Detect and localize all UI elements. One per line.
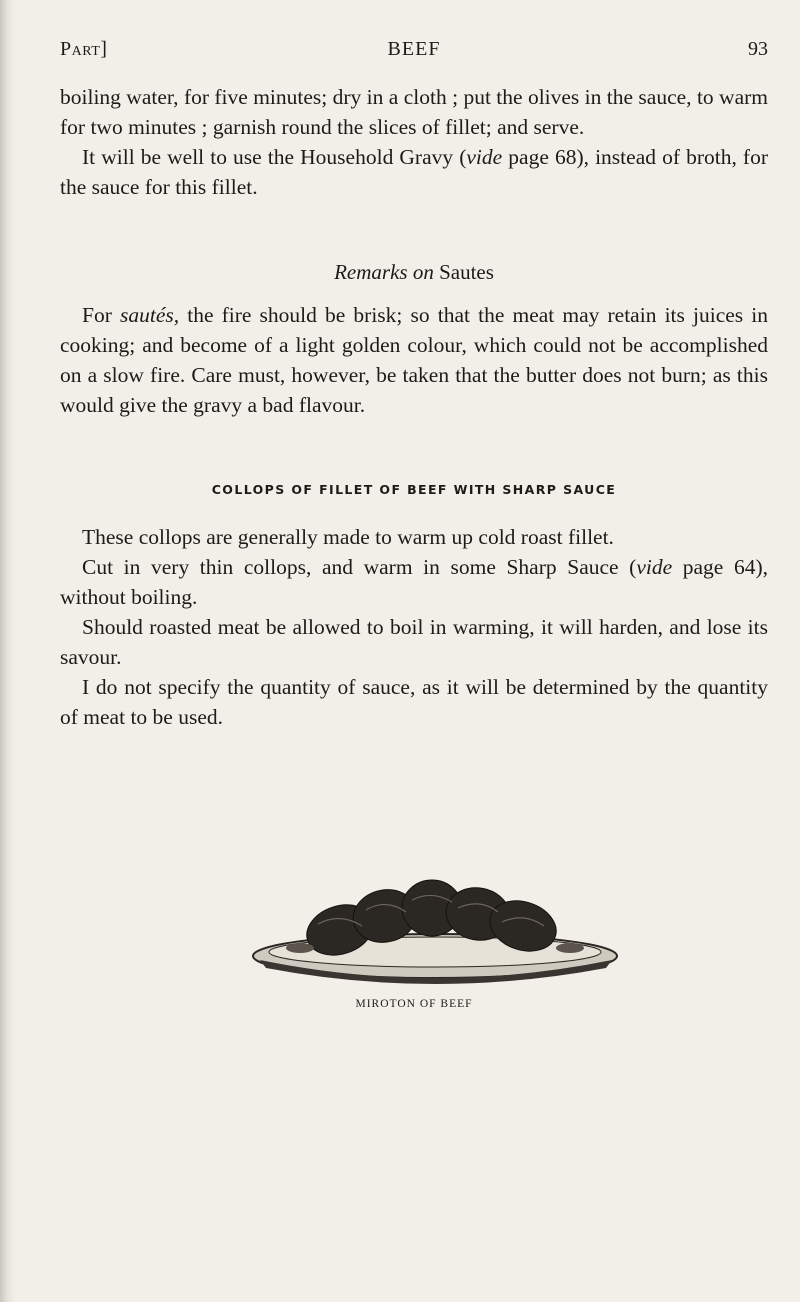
page-number: 93 (748, 38, 768, 60)
illustration-caption: MIROTON OF BEEF (355, 998, 473, 1010)
recipe-paragraph-2 (60, 552, 768, 612)
recipe-body (60, 522, 768, 732)
paragraph-continued: boiling water, for five minutes; dry in a cloth ; put the olives in the sauce, to warm for two minutes ; garnish round the slices of fillet; and serve. (60, 85, 768, 139)
remarks-paragraph (60, 300, 768, 420)
remarks-section (60, 300, 768, 420)
remarks-heading-word-2: on (412, 260, 434, 284)
remarks-italic: sautés, (119, 303, 180, 327)
remarks-heading (60, 260, 768, 285)
running-head (60, 38, 768, 66)
recipe-paragraph-3: Should roasted meat be allowed to boil in warming, it will harden, and lose its savour. (60, 615, 768, 669)
running-head-title: BEEF (387, 38, 441, 60)
recipe-paragraph-4: I do not specify the quantity of sauce, as it will be determined by the quantity of meat to be used. (60, 675, 768, 729)
remarks-text-2: the fire should be brisk; so that the meat may retain its juices in cooking; and become of a light golden colour, which could not be accomplished on a slow fire. Care must, however, be taken that the butter does not burn; as this would give the gravy a bad flavour. (60, 303, 768, 417)
remarks-text-1: For (82, 303, 120, 327)
book-gutter-shadow (0, 0, 14, 1302)
remarks-heading-word-3: Sautes (439, 260, 494, 284)
continued-recipe-text (60, 82, 768, 202)
running-head-part: Part] (60, 38, 108, 60)
remarks-heading-word-1: Remarks (334, 260, 408, 284)
miroton-dish-illustration (240, 868, 630, 988)
paragraph-gravy-note (60, 142, 768, 202)
recipe-p2-text-1: Cut in very thin collops, and warm in some Sharp Sauce ( (82, 555, 637, 579)
gravy-note-italic: vide (466, 145, 503, 169)
gravy-note-text-1: It will be well to use the Household Gravy ( (82, 145, 467, 169)
recipe-p2-text-2: page 64), without boiling. (60, 555, 768, 609)
recipe-paragraph-1: These collops are generally made to warm up cold roast fillet. (82, 525, 614, 549)
gravy-note-text-2: page 68), instead of broth, for the sauce for this fillet. (60, 145, 768, 199)
recipe-title: COLLOPS OF FILLET OF BEEF WITH SHARP SAUCE (211, 482, 617, 497)
recipe-p2-italic: vide (636, 555, 673, 579)
